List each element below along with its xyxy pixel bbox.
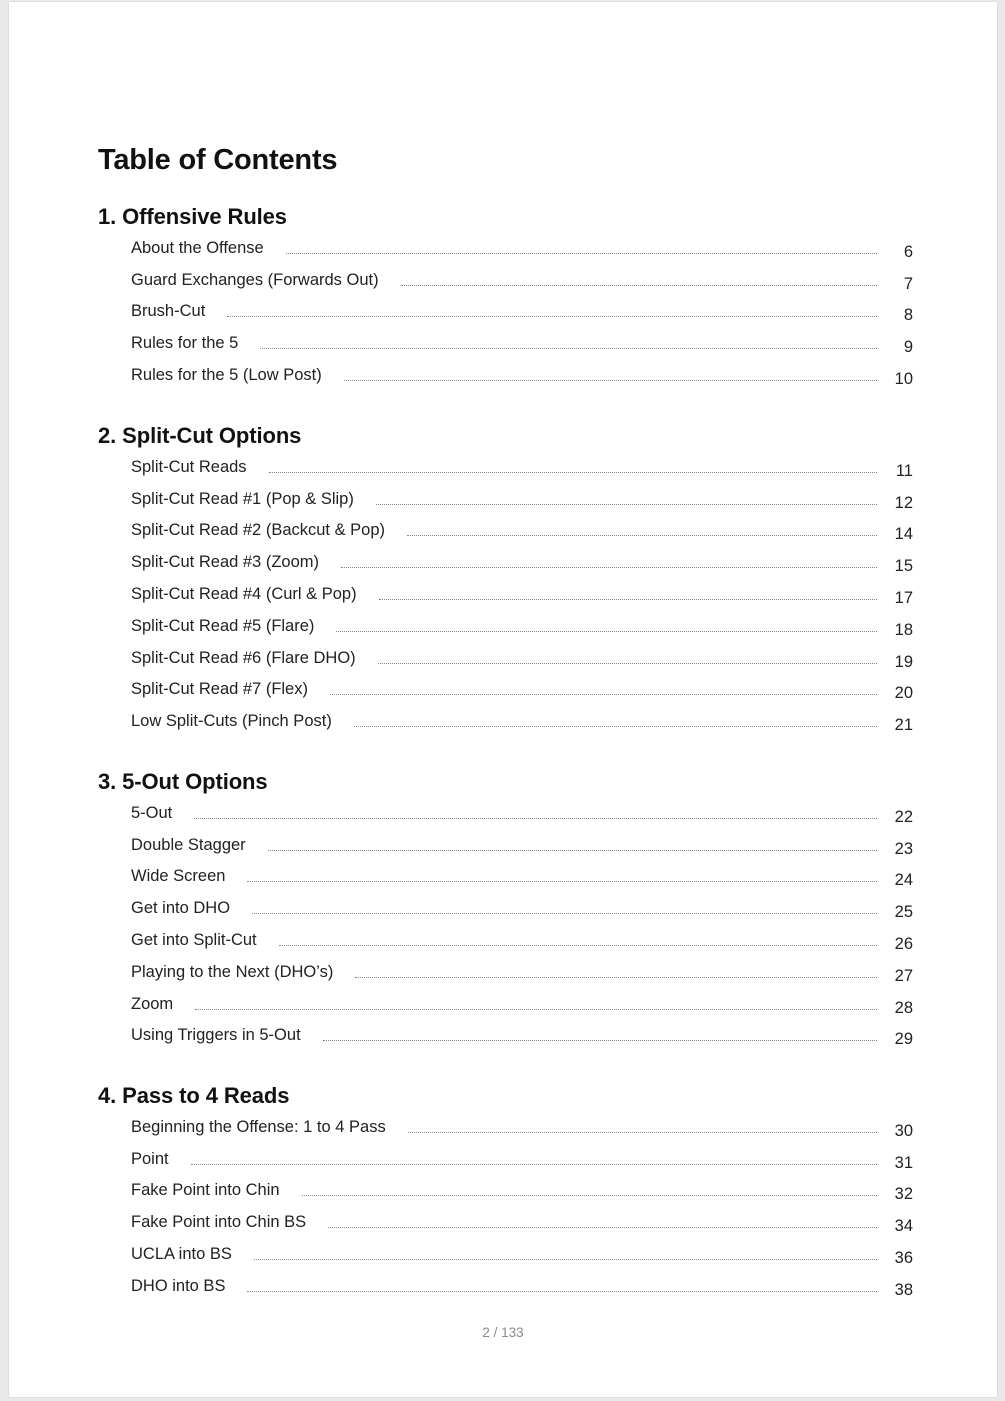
toc-entry[interactable] bbox=[98, 547, 913, 579]
toc-entry-page-number[interactable]: 9 bbox=[903, 338, 913, 357]
toc-entry[interactable] bbox=[98, 925, 913, 957]
toc-entry[interactable] bbox=[98, 328, 913, 360]
toc-entry-page-number[interactable]: 18 bbox=[894, 620, 913, 639]
dot-leader bbox=[195, 1008, 877, 1010]
section-heading: 1. Offensive Rules bbox=[98, 204, 287, 229]
toc-entry-label[interactable]: Point bbox=[131, 1149, 169, 1168]
toc-entry-page-number[interactable]: 14 bbox=[894, 525, 913, 544]
dot-leader bbox=[330, 693, 877, 695]
toc-entry-label[interactable]: Fake Point into Chin BS bbox=[131, 1213, 307, 1232]
toc-entry[interactable] bbox=[98, 516, 913, 548]
toc-entry-label[interactable]: Split-Cut Read #2 (Backcut & Pop) bbox=[131, 521, 386, 540]
dot-leader bbox=[336, 630, 877, 632]
toc-entry-page-number[interactable]: 34 bbox=[894, 1217, 913, 1236]
dot-leader bbox=[247, 880, 877, 882]
toc-entry-label[interactable]: Split-Cut Reads bbox=[131, 457, 247, 476]
dot-leader bbox=[379, 598, 877, 600]
dot-leader bbox=[302, 1194, 877, 1196]
toc-entry-page-number[interactable]: 10 bbox=[894, 369, 913, 388]
page-number-indicator: 2 / 133 bbox=[482, 1325, 524, 1340]
toc-entry-page-number[interactable]: 23 bbox=[894, 839, 913, 858]
toc-entry-label[interactable]: Rules for the 5 (Low Post) bbox=[131, 365, 322, 384]
dot-leader bbox=[407, 534, 877, 536]
toc-list bbox=[98, 233, 913, 392]
toc-entry-page-number[interactable]: 12 bbox=[894, 493, 913, 512]
toc-entry[interactable] bbox=[98, 297, 913, 329]
toc-entry-label[interactable]: Get into DHO bbox=[131, 899, 231, 918]
toc-entry[interactable] bbox=[98, 798, 913, 830]
toc-entry-label[interactable]: Playing to the Next (DHO’s) bbox=[131, 962, 334, 981]
dot-leader bbox=[194, 817, 877, 819]
toc-entry[interactable] bbox=[98, 611, 913, 643]
toc-entry-label[interactable]: Guard Exchanges (Forwards Out) bbox=[131, 270, 379, 289]
dot-leader bbox=[252, 912, 877, 914]
toc-section-5-out-options bbox=[98, 766, 913, 1052]
toc-entry-page-number[interactable]: 21 bbox=[894, 716, 913, 735]
toc-entry-page-number[interactable]: 31 bbox=[894, 1153, 913, 1172]
toc-entry[interactable] bbox=[98, 989, 913, 1021]
dot-leader bbox=[323, 1039, 877, 1041]
toc-entry-label[interactable]: Using Triggers in 5-Out bbox=[131, 1026, 301, 1045]
toc-entry-label[interactable]: 5-Out bbox=[131, 803, 173, 822]
toc-entry[interactable] bbox=[98, 452, 913, 484]
dot-leader bbox=[268, 849, 877, 851]
section-heading: 2. Split-Cut Options bbox=[98, 423, 302, 448]
toc-entry-label[interactable]: UCLA into BS bbox=[131, 1244, 232, 1263]
toc-entry[interactable] bbox=[98, 830, 913, 862]
toc-entry[interactable] bbox=[98, 484, 913, 516]
toc-entry[interactable] bbox=[98, 957, 913, 989]
toc-entry-page-number[interactable]: 28 bbox=[894, 998, 913, 1017]
toc-entry[interactable] bbox=[98, 893, 913, 925]
toc-entry[interactable] bbox=[98, 265, 913, 297]
toc-entry-page-number[interactable]: 30 bbox=[894, 1121, 913, 1140]
toc-entry-page-number[interactable]: 6 bbox=[903, 242, 913, 261]
toc-list bbox=[98, 798, 913, 1052]
toc-entry[interactable] bbox=[98, 675, 913, 707]
dot-leader bbox=[354, 725, 877, 727]
toc-entry-page-number[interactable]: 19 bbox=[894, 652, 913, 671]
toc-entry[interactable] bbox=[98, 1207, 913, 1239]
toc-entry-page-number[interactable]: 8 bbox=[903, 306, 913, 325]
dot-leader bbox=[227, 315, 877, 317]
toc-entry-label[interactable]: Wide Screen bbox=[131, 867, 226, 886]
toc-list bbox=[98, 452, 913, 738]
dot-leader bbox=[191, 1163, 877, 1165]
toc-entry[interactable] bbox=[98, 1176, 913, 1208]
toc-entry-page-number[interactable]: 29 bbox=[894, 1030, 913, 1049]
toc-entry-label[interactable]: Brush-Cut bbox=[131, 302, 206, 321]
toc-entry-label[interactable]: Double Stagger bbox=[131, 835, 246, 854]
toc-entry-page-number[interactable]: 27 bbox=[894, 966, 913, 985]
dot-leader bbox=[344, 379, 877, 381]
toc-entry-label[interactable]: About the Offense bbox=[131, 238, 264, 257]
dot-leader bbox=[269, 471, 877, 473]
toc-entry-page-number[interactable]: 17 bbox=[894, 588, 913, 607]
dot-leader bbox=[376, 503, 877, 505]
dot-leader bbox=[341, 566, 877, 568]
toc-entry[interactable] bbox=[98, 233, 913, 265]
toc-entry-label[interactable]: Fake Point into Chin bbox=[131, 1181, 280, 1200]
toc-entry[interactable] bbox=[98, 1239, 913, 1271]
dot-leader bbox=[401, 284, 877, 286]
toc-entry[interactable] bbox=[98, 706, 913, 738]
toc-entry[interactable] bbox=[98, 579, 913, 611]
toc-entry-label[interactable]: Zoom bbox=[131, 994, 174, 1013]
toc-entry-label[interactable]: Get into Split-Cut bbox=[131, 930, 257, 949]
toc-entry-page-number[interactable]: 36 bbox=[894, 1248, 913, 1267]
toc-section-offensive-rules bbox=[98, 201, 913, 392]
toc-entry[interactable] bbox=[98, 360, 913, 392]
toc-entry-label[interactable]: Beginning the Offense: 1 to 4 Pass bbox=[131, 1117, 386, 1136]
dot-leader bbox=[286, 252, 877, 254]
toc-entry-page-number[interactable]: 20 bbox=[894, 684, 913, 703]
toc-section-split-cut-options bbox=[98, 420, 913, 738]
toc-entry[interactable] bbox=[98, 1021, 913, 1053]
toc-entry-page-number[interactable]: 24 bbox=[894, 871, 913, 890]
toc-entry-label[interactable]: Split-Cut Read #6 (Flare DHO) bbox=[131, 648, 356, 667]
toc-list bbox=[98, 1112, 913, 1303]
toc-entry-page-number[interactable]: 11 bbox=[895, 461, 913, 480]
document-page bbox=[9, 2, 997, 1397]
toc-entry[interactable] bbox=[98, 1144, 913, 1176]
dot-leader bbox=[279, 944, 877, 946]
toc-section-pass-to-4-reads bbox=[98, 1080, 913, 1303]
dot-leader bbox=[378, 662, 877, 664]
toc-entry-label[interactable]: Split-Cut Read #4 (Curl & Pop) bbox=[131, 584, 357, 603]
dot-leader bbox=[247, 1290, 877, 1292]
toc-entry-label[interactable]: Split-Cut Read #1 (Pop & Slip) bbox=[131, 489, 354, 508]
dot-leader bbox=[355, 976, 877, 978]
toc-entry[interactable] bbox=[98, 862, 913, 894]
dot-leader bbox=[408, 1131, 877, 1133]
dot-leader bbox=[260, 347, 877, 349]
section-heading: 3. 5-Out Options bbox=[98, 769, 268, 794]
toc-entry-page-number[interactable]: 7 bbox=[903, 274, 913, 293]
toc-entry-page-number[interactable]: 25 bbox=[894, 903, 913, 922]
toc-entry[interactable] bbox=[98, 1271, 913, 1303]
toc-entry-label[interactable]: Rules for the 5 bbox=[131, 334, 239, 353]
toc-entry-page-number[interactable]: 22 bbox=[894, 807, 913, 826]
toc-entry-page-number[interactable]: 15 bbox=[894, 557, 913, 576]
toc-entry[interactable] bbox=[98, 1112, 913, 1144]
toc-entry-page-number[interactable]: 38 bbox=[894, 1280, 913, 1299]
toc-entry-label[interactable]: Split-Cut Read #7 (Flex) bbox=[131, 680, 308, 699]
toc-entry-label[interactable]: Split-Cut Read #3 (Zoom) bbox=[131, 553, 319, 572]
toc-entry-label[interactable]: Split-Cut Read #5 (Flare) bbox=[131, 616, 315, 635]
dot-leader bbox=[328, 1226, 877, 1228]
toc-entry-label[interactable]: Low Split-Cuts (Pinch Post) bbox=[131, 712, 332, 731]
toc-entry-page-number[interactable]: 26 bbox=[894, 934, 913, 953]
toc-entry[interactable] bbox=[98, 643, 913, 675]
toc-entry-label[interactable]: DHO into BS bbox=[131, 1276, 226, 1295]
dot-leader bbox=[254, 1258, 877, 1260]
page-title: Table of Contents bbox=[98, 144, 338, 176]
section-heading: 4. Pass to 4 Reads bbox=[98, 1083, 290, 1108]
toc-entry-page-number[interactable]: 32 bbox=[894, 1185, 913, 1204]
